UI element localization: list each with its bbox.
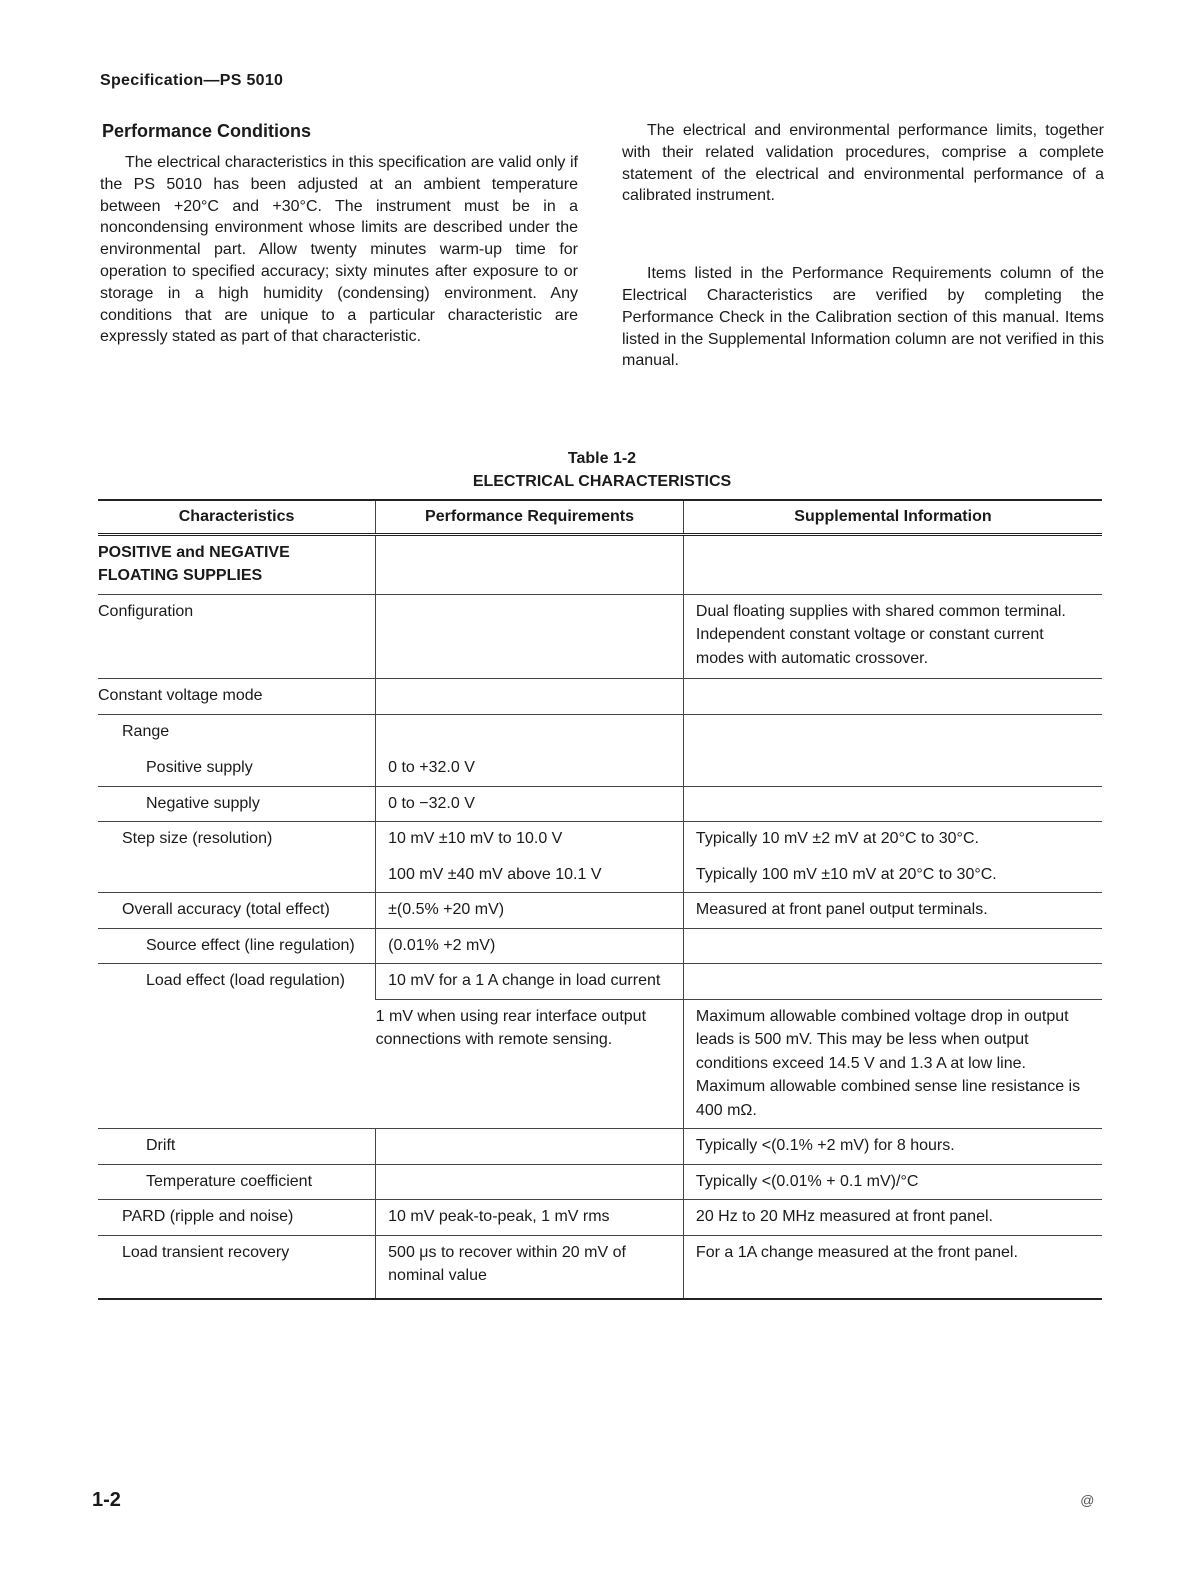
step-size-supp-2: Typically 100 mV ±10 mV at 20°C to 30°C. bbox=[695, 865, 997, 883]
supplemental-cell: For a 1A change measured at the front panel. bbox=[683, 1235, 1102, 1299]
validation-paragraph-1: The electrical and environmental performance limits, together with their related validation procedures, comprise a complete statement of the electrical and environmental performance of a calibrated instrument. bbox=[622, 122, 1104, 205]
table-caption bbox=[100, 447, 1104, 493]
table-row bbox=[98, 928, 1102, 964]
empty-cell bbox=[376, 1164, 684, 1200]
temperature-coefficient-label: Temperature coefficient bbox=[146, 1172, 313, 1190]
empty-cell bbox=[376, 679, 684, 715]
empty-cell bbox=[376, 594, 684, 679]
characteristic-label bbox=[98, 928, 376, 964]
table-row bbox=[98, 534, 1102, 594]
validation-notes-section bbox=[622, 120, 1104, 372]
step-size-perf-1: 10 mV ±10 mV to 10.0 V bbox=[388, 830, 563, 847]
supplemental-cell: Maximum allowable combined voltage drop in output leads is 500 mV. This may be less when output conditions exceed 14.5 V and 1.3 A at low line. Maximum allowable combined sense line resistance is 400 mΩ. bbox=[683, 999, 1102, 1129]
performance-cell bbox=[376, 822, 684, 893]
table-row bbox=[98, 964, 1102, 1000]
table-row bbox=[98, 1235, 1102, 1299]
section-label-line: FLOATING SUPPLIES bbox=[98, 567, 263, 584]
performance-conditions-paragraph: The electrical characteristics in this specification are valid only if the PS 5010 has been adjusted at an ambient temperature between +20°C and +30°C. The instrument must be in a noncondensing environment whose limits are described under the environmental part. Allow twenty minutes warm-up time for operation to specified accuracy; sixty minutes after exposure to or storage in a high humidity (condensing) environment. Any conditions that are unique to a particular characteristic are expressly stated as part of that characteristic. bbox=[100, 154, 578, 346]
supplemental-cell: Dual floating supplies with shared common terminal. Independent constant voltage or constant current modes with automatic crossover. bbox=[683, 594, 1102, 679]
drift-label: Drift bbox=[146, 1137, 176, 1154]
electrical-characteristics-table bbox=[98, 499, 1102, 1300]
characteristic-label bbox=[98, 1129, 376, 1165]
performance-cell: ±(0.5% +20 mV) bbox=[376, 893, 684, 929]
characteristic-label bbox=[98, 1235, 376, 1299]
section-label bbox=[98, 534, 376, 594]
empty-cell bbox=[376, 534, 684, 594]
pard-label: PARD (ripple and noise) bbox=[122, 1208, 294, 1225]
table-row bbox=[98, 714, 1102, 786]
running-header: Specification—PS 5010 bbox=[100, 72, 284, 89]
table-number: Table 1-2 bbox=[567, 450, 637, 467]
empty-cell bbox=[683, 786, 1102, 822]
section-label-line: POSITIVE and NEGATIVE bbox=[98, 543, 290, 561]
supplemental-cell: Measured at front panel output terminals. bbox=[683, 893, 1102, 929]
table-row bbox=[98, 1129, 1102, 1165]
range-label: Range bbox=[122, 722, 170, 740]
source-effect-label: Source effect (line regulation) bbox=[146, 936, 355, 954]
overall-accuracy-label: Overall accuracy (total effect) bbox=[122, 901, 330, 918]
table-row bbox=[98, 679, 1102, 715]
empty-cell bbox=[683, 534, 1102, 594]
characteristic-label: Configuration bbox=[98, 594, 376, 679]
positive-supply-label: Positive supply bbox=[146, 759, 253, 776]
step-size-perf-2: 100 mV ±40 mV above 10.1 V bbox=[388, 865, 602, 883]
empty-cell bbox=[683, 679, 1102, 715]
table-row bbox=[98, 594, 1102, 679]
load-effect-label: Load effect (load regulation) bbox=[146, 972, 345, 989]
supplemental-cell bbox=[683, 822, 1102, 893]
negative-supply-label: Negative supply bbox=[146, 794, 260, 812]
characteristic-label bbox=[98, 786, 376, 822]
performance-cell: 1 mV when using rear interface output connections with remote sensing. bbox=[376, 999, 684, 1129]
load-transient-label: Load transient recovery bbox=[122, 1243, 290, 1261]
characteristic-label bbox=[98, 1164, 376, 1200]
table-row bbox=[98, 786, 1102, 822]
section-heading: Performance Conditions bbox=[102, 121, 312, 141]
validation-paragraph-2: Items listed in the Performance Requirements column of the Electrical Characteristics are verified by completing the Performance Check in the Calibration section of this manual. Items listed in the Supplemental Information column are not verified in this manual. bbox=[622, 265, 1104, 370]
table-row bbox=[98, 1200, 1102, 1236]
step-size-label: Step size (resolution) bbox=[122, 830, 273, 847]
performance-cell: 10 mV peak-to-peak, 1 mV rms bbox=[376, 1200, 684, 1236]
empty-cell bbox=[683, 928, 1102, 964]
characteristic-label bbox=[98, 714, 376, 786]
table-row bbox=[98, 893, 1102, 929]
performance-cell: 0 to −32.0 V bbox=[376, 786, 684, 822]
performance-conditions-section bbox=[100, 120, 578, 348]
supplemental-cell: Typically <(0.1% +2 mV) for 8 hours. bbox=[683, 1129, 1102, 1165]
publisher-logo-icon: @ bbox=[1080, 1492, 1095, 1508]
characteristic-label bbox=[98, 1200, 376, 1236]
positive-supply-value: 0 to +32.0 V bbox=[388, 759, 475, 776]
performance-cell: 10 mV for a 1 A change in load current bbox=[376, 964, 684, 1000]
column-header-supplemental: Supplemental Information bbox=[683, 500, 1102, 534]
table-title: ELECTRICAL CHARACTERISTICS bbox=[472, 473, 732, 490]
empty-cell bbox=[683, 964, 1102, 1000]
performance-cell: 500 μs to recover within 20 mV of nominal value bbox=[376, 1235, 684, 1299]
supplemental-cell: 20 Hz to 20 MHz measured at front panel. bbox=[683, 1200, 1102, 1236]
table-row bbox=[98, 822, 1102, 893]
table-header-row bbox=[98, 500, 1102, 534]
characteristic-label: Constant voltage mode bbox=[98, 679, 376, 715]
column-header-characteristics: Characteristics bbox=[98, 500, 376, 534]
table-row bbox=[98, 1164, 1102, 1200]
performance-cell: (0.01% +2 mV) bbox=[376, 928, 684, 964]
characteristic-label bbox=[98, 822, 376, 893]
column-header-performance: Performance Requirements bbox=[376, 500, 684, 534]
step-size-supp-1: Typically 10 mV ±2 mV at 20°C to 30°C. bbox=[695, 830, 979, 847]
empty-cell bbox=[376, 1129, 684, 1165]
characteristic-label bbox=[98, 964, 376, 1129]
empty-cell bbox=[683, 714, 1102, 786]
page-number: 1-2 bbox=[92, 1489, 121, 1511]
characteristic-label bbox=[98, 893, 376, 929]
supplemental-cell: Typically <(0.01% + 0.1 mV)/°C bbox=[683, 1164, 1102, 1200]
performance-cell bbox=[376, 714, 684, 786]
